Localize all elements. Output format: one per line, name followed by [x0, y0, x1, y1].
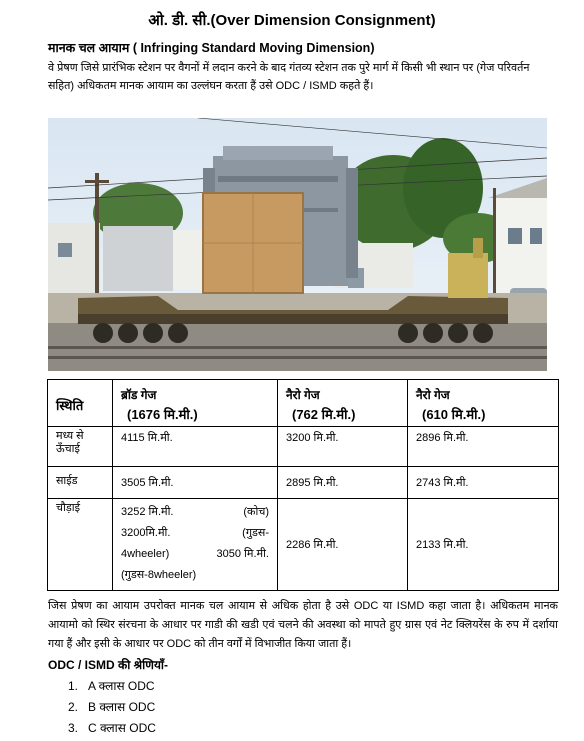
- header-narrow-gauge-762: नैरो गेज (762 मि.मी.): [278, 380, 408, 427]
- header-broad-gauge: ब्रॉड गेज (1676 मि.मी.): [113, 380, 278, 427]
- header-narrow-gauge-610: नैरो गेज (610 मि.मी.): [408, 380, 559, 427]
- table-cell: 2743 मि.मी.: [408, 467, 559, 499]
- table-row: [48, 467, 559, 499]
- intro-paragraph: वे प्रेषण जिसे प्रारंभिक स्टेशन पर वैगनों में लदान करने के बाद गंतव्य स्टेशन तक पुरे मार्ग में किसी भी स्थान पर (गेज परिवर्तन सहित) अधिकतम मानक आयाम का उल्लंघन करता हैं उसे ODC / ISMD कहते हैं।: [48, 62, 530, 92]
- table-cell: 2133 मि.मी.: [408, 499, 559, 591]
- table-cell: 4115 मि.मी.: [113, 427, 278, 467]
- table-cell: 3505 मि.मी.: [113, 467, 278, 499]
- width-line: 3200मि.मी. (गुडस-: [121, 527, 269, 539]
- section-heading: मानक चल आयाम ( Infringing Standard Moving Dimension): [48, 41, 375, 55]
- row-label-width: चौड़ाई: [48, 499, 113, 591]
- header-position: स्थिति: [48, 380, 113, 427]
- table-cell: 2286 मि.मी.: [278, 499, 408, 591]
- dimension-table: [47, 379, 559, 591]
- table-row: [48, 427, 559, 467]
- table-cell: 2895 मि.मी.: [278, 467, 408, 499]
- table-header-row: [48, 380, 559, 427]
- outro-paragraph: जिस प्रेषण का आयाम उपरोक्त मानक चल आयाम से अधिक होता है उसे ODC या ISMD कहा जाता है। अधिकतम मानक आयामो को स्थिर संरचना के आधार पर गाडी की खडी एवं चलने की अवस्था को मापते हुए ग्रास एवं नेट क्लियरेंस के रुप में दर्शाया गया हैं और इसी के आधार पर ODC को तीन वर्गों में विभाजीत किया जाता हैं।: [48, 600, 558, 650]
- page-title: ओ. डी. सी.(Over Dimension Consignment): [148, 12, 436, 29]
- row-label-height: मध्य से ऊँचाई: [48, 427, 113, 467]
- row-label-side: साईड: [48, 467, 113, 499]
- width-line: 4wheeler) 3050 मि.मी.: [121, 548, 269, 560]
- list-item: 1. A क्लास ODC: [68, 679, 155, 693]
- list-item: 2. B क्लास ODC: [68, 700, 156, 714]
- categories-heading: ODC / ISMD की श्रेणियाँ-: [48, 658, 169, 672]
- list-item: 3. C क्लास ODC: [68, 721, 156, 735]
- width-line: (गुडस-8wheeler): [121, 569, 197, 581]
- width-line: 3252 मि.मी. (कोच): [121, 506, 269, 518]
- table-cell-broad-width: [113, 499, 278, 591]
- table-row: [48, 499, 559, 591]
- odc-train-photo: [48, 118, 547, 371]
- table-cell: 2896 मि.मी.: [408, 427, 559, 467]
- photo-illustration: [48, 118, 547, 371]
- categories-list: [68, 676, 156, 739]
- table-cell: 3200 मि.मी.: [278, 427, 408, 467]
